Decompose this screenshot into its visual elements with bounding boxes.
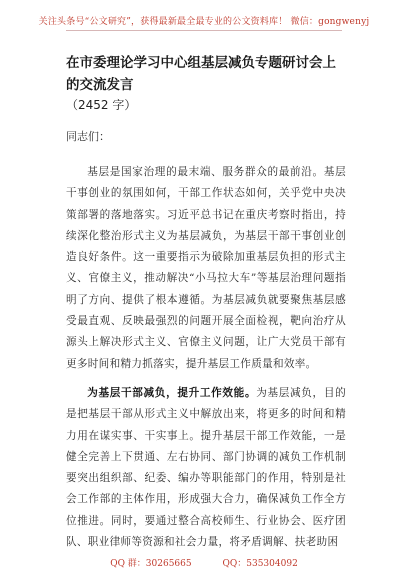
paragraph xyxy=(66,383,346,553)
paragraph-text: 为基层减负，目的是把基层干部从形式主义中解放出来，将更多的时间和精力用在谋实事、干实事上。提升基层干部工作效能，一是健全完善上下贯通、左右协同、部门协调的减负工作机制要突出组织部、纪委、编办等职能部门的作用，特别是社会工作部的主体作用，形成强大合力，确保减负工作全方位推进。同时，要通过整合高校师生、行业协会、医疗团队、职业律师等资源和社会力量，将矛盾调解、扶老助困 xyxy=(66,386,346,549)
paragraph-text: 基层是国家治理的最末端、服务群众的最前沿。基层干事创业的氛围如何，干部工作状态如何，关乎党中央决策部署的落地落实。习近平总书记在重庆考察时指出，持续深化整治形式主义为基层减负，为基层干部干事创业创造良好条件。这一重要指示为破除加重基层负担的形式主义、官僚主义，推动解决“小马拉大车”等基层治理问题指明了方向、提供了根本遵循。为基层减负就要聚焦基层感受最直观、反映最强烈的问题开展全面检视，靶向治疗从源头上解决形式主义、官僚主义问题，让广大党员干部有更多时间和精力抓落实，提升基层工作质量和效率。 xyxy=(66,166,346,370)
salutation: 同志们： xyxy=(66,130,110,143)
paragraph xyxy=(66,162,346,375)
footer-qq: QQ：535304092 xyxy=(222,559,298,569)
header-banner: 关注头条号“公文研究”，获得最新最全最专业的公文资料库！ 微信：gongwenyj xyxy=(38,17,370,27)
header-divider xyxy=(66,30,342,31)
document-title: 在市委理论学习中心组基层减负专题研讨会上的交流发言 xyxy=(66,55,336,93)
footer xyxy=(0,556,408,569)
paragraph-lead: 为基层干部减负，提升工作效能。 xyxy=(87,386,257,399)
document-body xyxy=(66,52,346,561)
footer-qq-group: QQ 群：30265665 xyxy=(110,559,192,569)
word-count: （2452 字） xyxy=(66,98,137,112)
